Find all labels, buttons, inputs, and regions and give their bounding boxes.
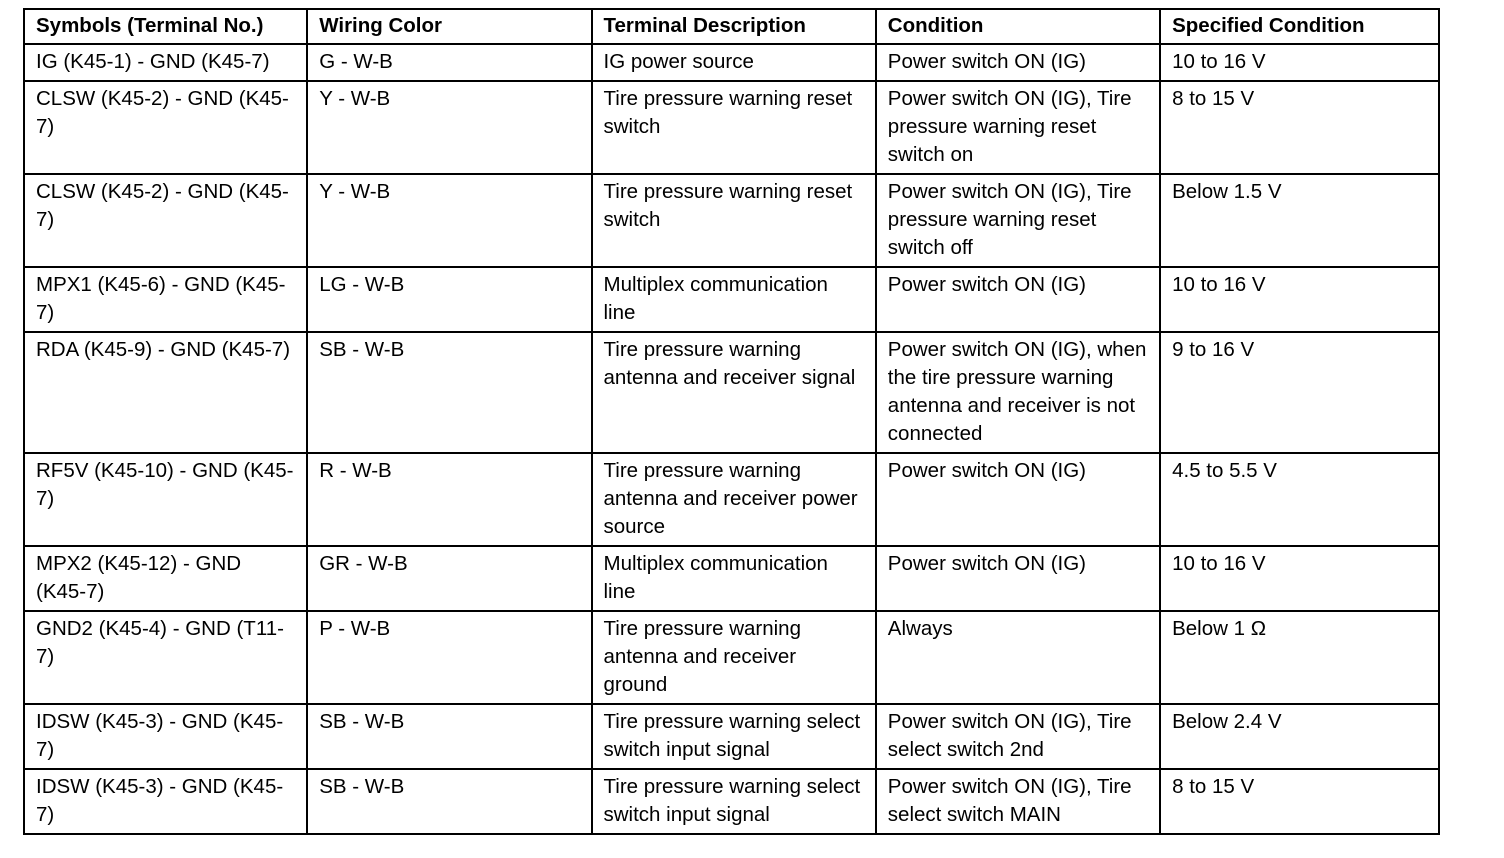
cell-specified-condition: 10 to 16 V: [1160, 44, 1439, 81]
table-row: [24, 769, 1439, 834]
table-row: [24, 44, 1439, 81]
cell-terminal-description: Tire pressure warning antenna and receiver ground: [592, 611, 876, 704]
cell-symbols: MPX1 (K45-6) - GND (K45-7): [24, 267, 307, 332]
cell-condition: Power switch ON (IG), Tire select switch 2nd: [876, 704, 1160, 769]
cell-symbols: GND2 (K45-4) - GND (T11-7): [24, 611, 307, 704]
cell-wiring-color: R - W-B: [307, 453, 591, 546]
cell-wiring-color: SB - W-B: [307, 332, 591, 453]
cell-condition: Power switch ON (IG): [876, 546, 1160, 611]
cell-specified-condition: 9 to 16 V: [1160, 332, 1439, 453]
cell-terminal-description: Tire pressure warning reset switch: [592, 174, 876, 267]
cell-specified-condition: 10 to 16 V: [1160, 546, 1439, 611]
cell-wiring-color: Y - W-B: [307, 81, 591, 174]
cell-terminal-description: Tire pressure warning reset switch: [592, 81, 876, 174]
table-row: [24, 174, 1439, 267]
cell-symbols: RF5V (K45-10) - GND (K45-7): [24, 453, 307, 546]
cell-condition: Power switch ON (IG), when the tire pressure warning antenna and receiver is not connected: [876, 332, 1160, 453]
cell-symbols: CLSW (K45-2) - GND (K45-7): [24, 81, 307, 174]
cell-symbols: CLSW (K45-2) - GND (K45-7): [24, 174, 307, 267]
cell-symbols: IDSW (K45-3) - GND (K45-7): [24, 704, 307, 769]
cell-wiring-color: G - W-B: [307, 44, 591, 81]
cell-terminal-description: Tire pressure warning antenna and receiver power source: [592, 453, 876, 546]
cell-specified-condition: Below 2.4 V: [1160, 704, 1439, 769]
cell-condition: Power switch ON (IG): [876, 453, 1160, 546]
cell-specified-condition: 8 to 15 V: [1160, 81, 1439, 174]
table-row: [24, 267, 1439, 332]
cell-condition: Power switch ON (IG), Tire pressure warning reset switch off: [876, 174, 1160, 267]
header-terminal-description: Terminal Description: [592, 9, 876, 44]
terminal-spec-table: [23, 8, 1440, 835]
cell-wiring-color: P - W-B: [307, 611, 591, 704]
table-row: [24, 704, 1439, 769]
cell-wiring-color: SB - W-B: [307, 704, 591, 769]
cell-condition: Always: [876, 611, 1160, 704]
cell-terminal-description: Tire pressure warning select switch input signal: [592, 704, 876, 769]
cell-condition: Power switch ON (IG), Tire pressure warning reset switch on: [876, 81, 1160, 174]
cell-terminal-description: Tire pressure warning select switch input signal: [592, 769, 876, 834]
cell-specified-condition: 10 to 16 V: [1160, 267, 1439, 332]
table-row: [24, 611, 1439, 704]
table-row: [24, 332, 1439, 453]
cell-symbols: RDA (K45-9) - GND (K45-7): [24, 332, 307, 453]
table-body: [24, 44, 1439, 834]
cell-terminal-description: Tire pressure warning antenna and receiver signal: [592, 332, 876, 453]
cell-specified-condition: Below 1 Ω: [1160, 611, 1439, 704]
cell-condition: Power switch ON (IG): [876, 267, 1160, 332]
header-wiring-color: Wiring Color: [307, 9, 591, 44]
cell-terminal-description: Multiplex communication line: [592, 546, 876, 611]
cell-wiring-color: LG - W-B: [307, 267, 591, 332]
cell-symbols: IG (K45-1) - GND (K45-7): [24, 44, 307, 81]
cell-condition: Power switch ON (IG), Tire select switch MAIN: [876, 769, 1160, 834]
cell-condition: Power switch ON (IG): [876, 44, 1160, 81]
table-row: [24, 453, 1439, 546]
cell-wiring-color: Y - W-B: [307, 174, 591, 267]
cell-specified-condition: Below 1.5 V: [1160, 174, 1439, 267]
table-row: [24, 546, 1439, 611]
cell-symbols: MPX2 (K45-12) - GND (K45-7): [24, 546, 307, 611]
cell-symbols: IDSW (K45-3) - GND (K45-7): [24, 769, 307, 834]
cell-specified-condition: 4.5 to 5.5 V: [1160, 453, 1439, 546]
cell-specified-condition: 8 to 15 V: [1160, 769, 1439, 834]
header-condition: Condition: [876, 9, 1160, 44]
cell-terminal-description: Multiplex communication line: [592, 267, 876, 332]
header-specified-condition: Specified Condition: [1160, 9, 1439, 44]
header-row: [24, 9, 1439, 44]
table-row: [24, 81, 1439, 174]
cell-wiring-color: GR - W-B: [307, 546, 591, 611]
header-symbols: Symbols (Terminal No.): [24, 9, 307, 44]
cell-wiring-color: SB - W-B: [307, 769, 591, 834]
table-header: [24, 9, 1439, 44]
cell-terminal-description: IG power source: [592, 44, 876, 81]
